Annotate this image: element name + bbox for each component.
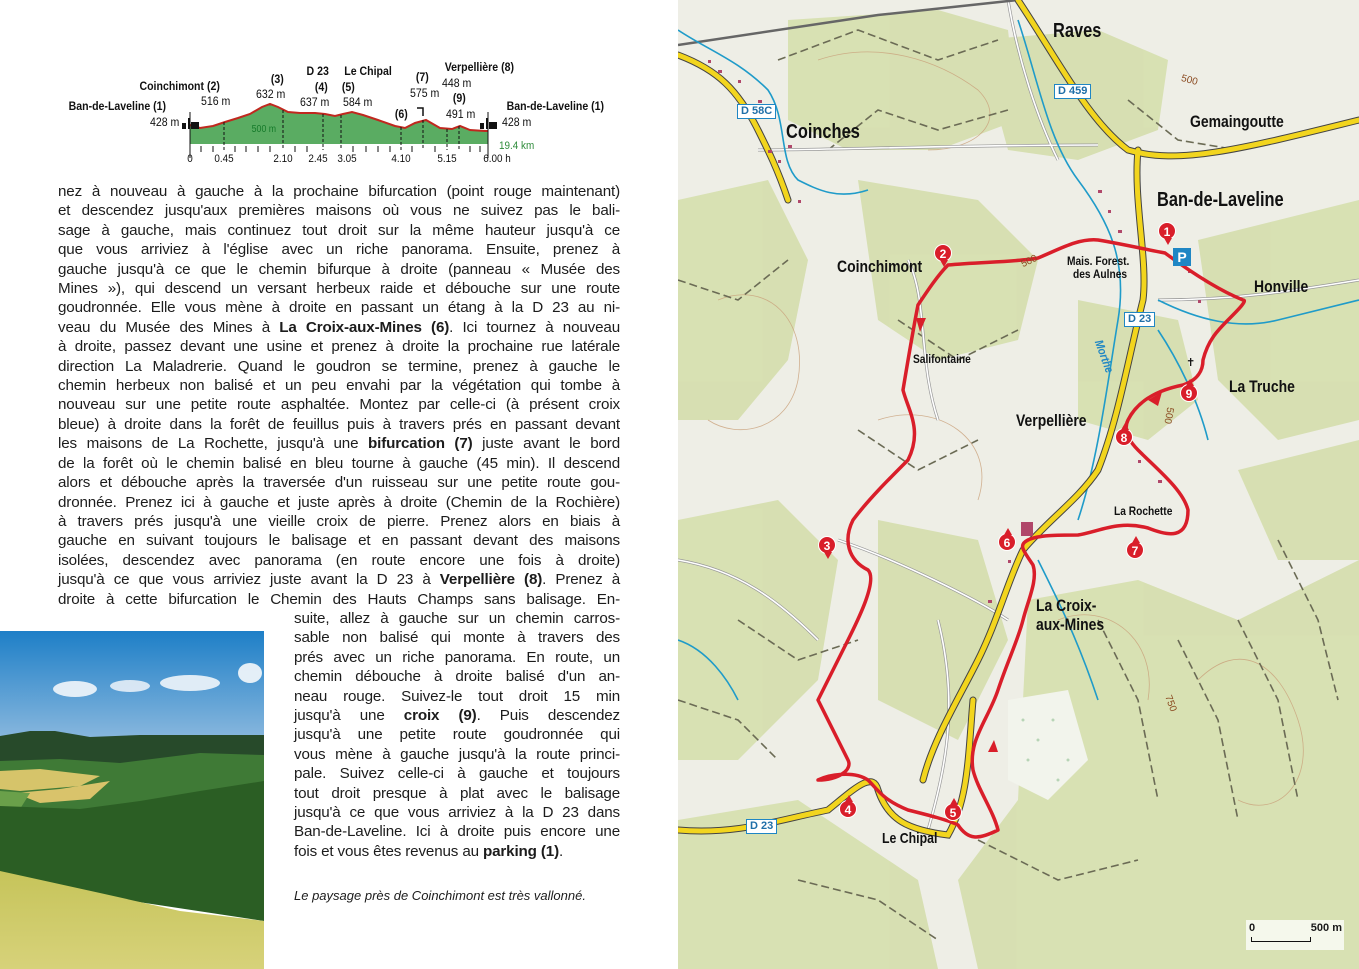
profile-label-verpelliere: Verpellière (8) bbox=[444, 60, 514, 74]
text-run: fois et vous êtes revenus au bbox=[294, 842, 483, 860]
text-line: direction La Maladrerie. Quand le goudron se termine, prenez à gauche le bbox=[58, 357, 620, 375]
route-description-continued bbox=[294, 609, 620, 861]
text-line: bleue) à droite dans la forêt de feuillus puis à travers prés en passant devant bbox=[58, 415, 620, 433]
map-label-la-truche: La Truche bbox=[1229, 377, 1295, 396]
map-label-mais-forest: Mais. Forest. bbox=[1067, 254, 1130, 268]
text-line bbox=[58, 570, 620, 589]
map-label-salifontaine: Salifontaine bbox=[913, 352, 971, 366]
time-tick: 0.45 bbox=[214, 153, 234, 165]
text-line: jusqu'à ce que vous arriviez à la D 23 dans bbox=[294, 804, 620, 822]
place-croix-9: croix (9) bbox=[403, 707, 477, 725]
waypoint-3[interactable]: 3 bbox=[818, 536, 836, 554]
map-label-verpelliere: Verpellière bbox=[1016, 411, 1087, 430]
profile-label-d23: D 23 bbox=[306, 64, 329, 78]
map-label-coinchimont: Coinchimont bbox=[837, 257, 923, 276]
waypoint-6[interactable]: 6 bbox=[998, 533, 1016, 551]
profile-label-7: (7) bbox=[415, 70, 429, 84]
time-tick: 2.10 bbox=[273, 153, 293, 165]
map-label-honville: Honville bbox=[1254, 277, 1309, 296]
profile-label-9: (9) bbox=[452, 91, 466, 105]
contour-label-500: 500 bbox=[1179, 73, 1199, 88]
route-description bbox=[58, 182, 620, 609]
text-line: pale. Suivez celle-ci à gauche et toujours bbox=[294, 765, 620, 783]
text-line: nez à nouveau à gauche à la prochaine bifurcation (point rouge maintenant) bbox=[58, 183, 620, 200]
text-run: . Prenez à bbox=[542, 571, 620, 589]
time-tick: 0 bbox=[187, 153, 193, 165]
profile-label-start: Ban-de-Laveline (1) bbox=[68, 99, 167, 113]
scale-start: 0 bbox=[1249, 922, 1256, 934]
text-line: prés avec un riche panorama. En route, un bbox=[294, 648, 620, 666]
map-label-ban-de-laveline: Ban-de-Laveline bbox=[1157, 189, 1284, 211]
text-run: jusqu'à ce que vous arriviez juste avant la D 23 à bbox=[58, 571, 440, 589]
map-graphic bbox=[678, 0, 1359, 969]
text-run: veau du Musée des Mines à bbox=[58, 318, 280, 336]
scale-bar-line bbox=[1251, 937, 1311, 942]
place-verpelliere: Verpellière (8) bbox=[439, 571, 543, 589]
contour-label-750: 750 bbox=[1162, 693, 1179, 714]
text-line: de la forêt où le chemin balisé en bleu tourne à gauche (45 min). Il descend bbox=[58, 454, 620, 472]
text-line: jusqu'à une petite route goudronnée qui bbox=[294, 726, 620, 744]
text-line: sable non balisé qui monte à travers des bbox=[294, 629, 620, 647]
profile-label-6: (6) bbox=[394, 107, 408, 121]
text-line: gauche jusqu'à ce que le chemin bifurque à droite (panneau « Musée des bbox=[58, 260, 620, 278]
place-parking-1: parking (1) bbox=[482, 842, 559, 860]
place-bifurcation-7: bifurcation (7) bbox=[368, 435, 473, 453]
text-line: Mines »), qui descend un versant herbeux raide et débouche sur une route bbox=[58, 280, 620, 298]
text-line: suite, allez à gauche sur un chemin carros- bbox=[294, 610, 620, 627]
map-label-le-chipal: Le Chipal bbox=[882, 830, 938, 847]
profile-alt-3: 632 m bbox=[256, 87, 286, 101]
text-line bbox=[294, 842, 620, 861]
profile-label-5: (5) bbox=[341, 80, 355, 94]
road-label-d459: D 459 bbox=[1054, 84, 1091, 99]
text-line bbox=[58, 318, 620, 337]
text-line: et descendez jusqu'aux premières maisons où vous ne suivez pas le bali- bbox=[58, 202, 620, 220]
time-tick: 3.05 bbox=[337, 153, 357, 165]
time-tick: 5.15 bbox=[437, 153, 457, 165]
text-line: neau rouge. Suivez-le tout droit 15 min bbox=[294, 687, 620, 705]
topographic-map bbox=[678, 0, 1359, 969]
profile-alt-4: 637 m bbox=[300, 95, 330, 109]
text-line: dronnée. Prenez ici à gauche et juste après à droite (Chemin de la Rochière) bbox=[58, 493, 620, 511]
text-line: tout droit presque à plat avec le balisage bbox=[294, 784, 620, 802]
map-label-aux-mines: aux-Mines bbox=[1036, 615, 1105, 634]
text-run: jusqu'à une bbox=[294, 707, 404, 725]
profile-alt-8: 448 m bbox=[442, 76, 472, 90]
text-line: à droite, passez devant une usine et prenez à droite la prochaine rue latérale bbox=[58, 338, 620, 356]
profile-label-end: Ban-de-Laveline (1) bbox=[506, 99, 605, 113]
map-label-la-croix: La Croix- bbox=[1036, 596, 1097, 615]
profile-alt-end: 428 m bbox=[502, 115, 532, 129]
text-line: goudronnée. Elle vous mène à droite en passant un étang à la D 23 au ni- bbox=[58, 299, 620, 317]
profile-label-chipal: Le Chipal bbox=[344, 64, 392, 78]
time-tick: 6.00 h bbox=[483, 153, 511, 165]
waypoint-9[interactable]: 9 bbox=[1180, 384, 1198, 402]
text-line bbox=[58, 434, 620, 453]
parking-icon[interactable]: P bbox=[1173, 248, 1191, 266]
road-label-d23: D 23 bbox=[1124, 312, 1155, 327]
svg-text:✝: ✝ bbox=[1186, 356, 1196, 369]
map-label-coinches: Coinches bbox=[786, 121, 860, 143]
text-run: les maisons de La Rochette, jusqu'à une bbox=[58, 435, 369, 453]
text-line: sage à gauche, mais continuez tout droit sur la même hauteur jusqu'à ce bbox=[58, 221, 620, 239]
left-page bbox=[0, 0, 678, 969]
waypoint-5[interactable]: 5 bbox=[944, 803, 962, 821]
scale-end: 500 m bbox=[1310, 922, 1342, 934]
text-line: droite à cette bifurcation le Chemin des Hauts Champs sans balisage. En- bbox=[58, 590, 620, 608]
text-line: nouveau sur une petite route asphaltée. Montez par celle-ci (à présent croix bbox=[58, 396, 620, 414]
time-tick: 2.45 bbox=[308, 153, 328, 165]
waypoint-8[interactable]: 8 bbox=[1115, 428, 1133, 446]
profile-label-3: (3) bbox=[270, 72, 284, 86]
profile-label-coinchimont: Coinchimont (2) bbox=[139, 79, 220, 93]
text-line: chemin débouche à droite balisé d'un an- bbox=[294, 668, 620, 686]
waypoint-1[interactable]: 1 bbox=[1158, 222, 1176, 240]
text-line: gauche en suivant toujours le balisage et en passant devant des maisons bbox=[58, 532, 620, 550]
text-run: juste avant le bord bbox=[472, 435, 620, 453]
map-label-raves: Raves bbox=[1053, 20, 1102, 42]
text-run: . bbox=[558, 842, 564, 860]
profile-alt-9: 491 m bbox=[446, 107, 476, 121]
profile-label-4: (4) bbox=[314, 80, 328, 94]
contour-label-500: 500 bbox=[1019, 252, 1040, 271]
map-label-des-aulnes: des Aulnes bbox=[1073, 267, 1128, 281]
map-scale-bar bbox=[1246, 920, 1344, 950]
text-line bbox=[294, 706, 620, 725]
text-run: . Ici tournez à nouveau bbox=[449, 318, 621, 336]
text-line: chemin herbeux non balisé et un peu envahi par la végétation qui tombe à bbox=[58, 377, 620, 395]
time-tick: 4.10 bbox=[391, 153, 411, 165]
profile-alt-coinchimont: 516 m bbox=[201, 94, 231, 108]
profile-alt-7: 575 m bbox=[410, 86, 440, 100]
text-line: vous mène à gauche jusqu'à la route princi- bbox=[294, 745, 620, 763]
map-label-gemaingoutte: Gemaingoutte bbox=[1190, 112, 1284, 131]
contour-label-500: 500 bbox=[1161, 406, 1176, 425]
map-label-morthe-river: Morthe bbox=[1091, 338, 1117, 375]
text-run: . Puis descendez bbox=[476, 707, 621, 725]
text-line: alors et débouche après la traversée d'un ruisseau sur une petite route gou- bbox=[58, 474, 620, 492]
place-la-croix-aux-mines: La Croix-aux-Mines (6) bbox=[279, 318, 450, 336]
profile-reference-500: 500 m bbox=[251, 124, 277, 135]
profile-distance: 19.4 km bbox=[499, 140, 535, 152]
text-line: que vous arriviez à l'église avec un riche panorama. Ensuite, prenez à bbox=[58, 241, 620, 259]
waypoint-7[interactable]: 7 bbox=[1126, 541, 1144, 559]
elevation-profile bbox=[0, 50, 640, 175]
road-label-d23-south: D 23 bbox=[746, 819, 777, 834]
text-line: isolées, descendez avec panorama (en route encore une fois à droite) bbox=[58, 551, 620, 569]
photo-caption: Le paysage près de Coinchimont est très vallonné. bbox=[294, 888, 586, 903]
text-line: à travers prés jusqu'à une vieille croix de pierre. Prenez alors en biais à bbox=[58, 512, 620, 530]
profile-alt-start: 428 m bbox=[150, 115, 180, 129]
landscape-photo bbox=[0, 631, 264, 969]
waypoint-2[interactable]: 2 bbox=[934, 244, 952, 262]
map-label-la-rochette: La Rochette bbox=[1114, 504, 1173, 518]
road-label-d58c: D 58C bbox=[737, 104, 776, 119]
text-line: Ban-de-Laveline. Ici à droite puis encore une bbox=[294, 823, 620, 841]
profile-alt-5: 584 m bbox=[343, 95, 373, 109]
waypoint-4[interactable]: 4 bbox=[839, 800, 857, 818]
